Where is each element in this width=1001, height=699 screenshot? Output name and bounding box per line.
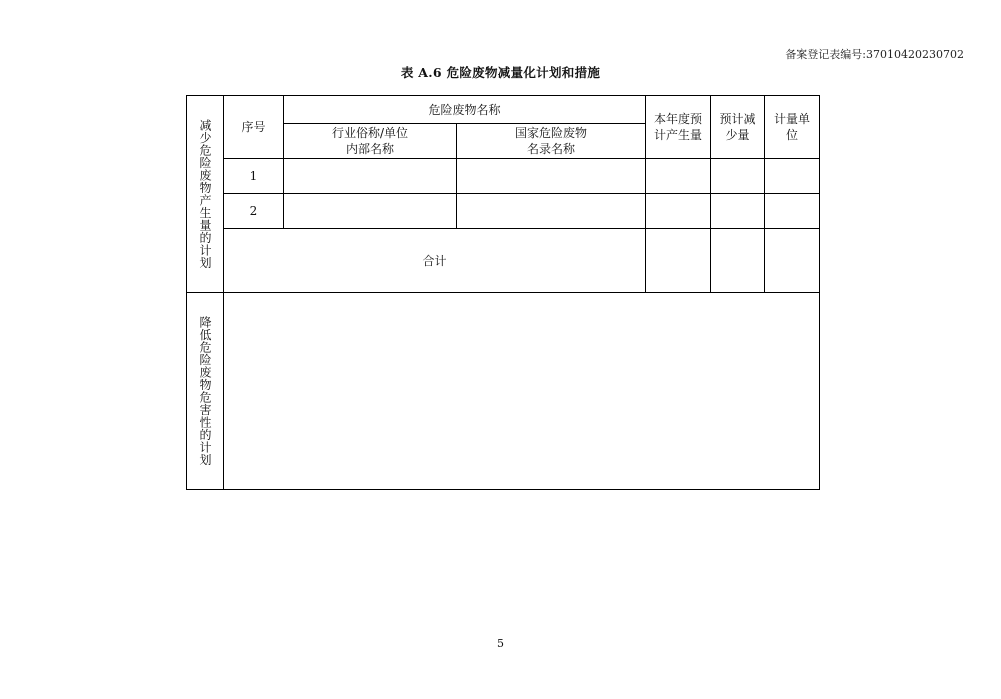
cell-national-name[interactable]	[457, 194, 646, 229]
header-national-list-name: 国家危险废物名录名称	[457, 124, 646, 159]
cell-measure-unit[interactable]	[765, 159, 820, 194]
record-number: 备案登记表编号:37010420230702	[785, 48, 964, 61]
cell-industry-name[interactable]	[284, 159, 457, 194]
cell-annual-generation[interactable]	[646, 159, 711, 194]
table-row	[187, 194, 820, 229]
header-annual-generation: 本年度预计产生量	[646, 96, 711, 159]
cell-industry-name[interactable]	[284, 194, 457, 229]
reduce-hazard-plan-content[interactable]	[224, 293, 820, 490]
header-seq: 序号	[224, 96, 284, 159]
header-waste-name: 危险废物名称	[284, 96, 646, 124]
section-reduce-generation-label: 减少危险废物产生量的计划	[187, 96, 224, 293]
cell-expected-reduction[interactable]	[711, 159, 765, 194]
section-reduce-hazard-label: 降低危险废物危害性的计划	[187, 293, 224, 490]
header-measure-unit: 计量单位	[765, 96, 820, 159]
table-row	[187, 159, 820, 194]
cell-measure-unit[interactable]	[765, 194, 820, 229]
cell-annual-generation[interactable]	[646, 194, 711, 229]
waste-reduction-plan-table	[186, 95, 820, 490]
row-seq: 2	[224, 194, 284, 229]
cell-total-annual-generation[interactable]	[646, 229, 711, 293]
page-number: 5	[497, 637, 504, 650]
cell-total-expected-reduction[interactable]	[711, 229, 765, 293]
cell-national-name[interactable]	[457, 159, 646, 194]
row-seq: 1	[224, 159, 284, 194]
header-expected-reduction: 预计减少量	[711, 96, 765, 159]
header-industry-name: 行业俗称/单位内部名称	[284, 124, 457, 159]
cell-total-measure-unit[interactable]	[765, 229, 820, 293]
cell-expected-reduction[interactable]	[711, 194, 765, 229]
total-row	[187, 229, 820, 293]
total-label: 合计	[224, 229, 646, 293]
document-title: 表 A.6 危险废物减量化计划和措施	[400, 65, 601, 80]
